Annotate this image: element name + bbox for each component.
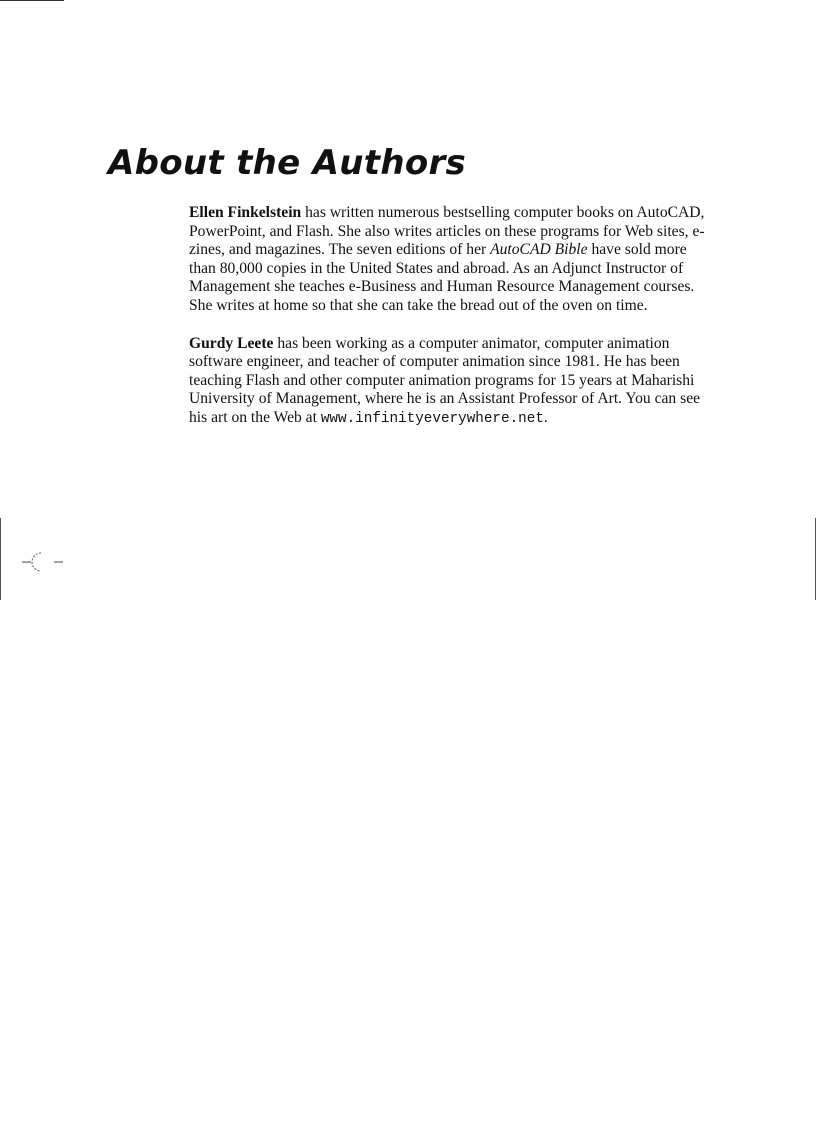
website-url: www.infinityeverywhere.net bbox=[320, 410, 544, 427]
registration-mark-icon bbox=[22, 550, 66, 574]
page-title: About the Authors bbox=[108, 143, 467, 183]
book-title: AutoCAD Bible bbox=[490, 241, 588, 259]
author-bios bbox=[189, 204, 705, 448]
author-name: Gurdy Leete bbox=[189, 334, 274, 352]
author-bio-gurdy-leete bbox=[189, 335, 705, 429]
crop-mark-left-edge bbox=[0, 518, 1, 600]
bio-text: have sold more than 80,000 copies in the United States and abroad. As an Adjunct Instructor of Management she teaches e-Business and Human Resource Management courses. She writes at home so that she can take the bread out of the oven on time. bbox=[189, 241, 695, 314]
bio-text: . bbox=[543, 408, 548, 426]
bio-text: has written numerous bestselling computer books on AutoCAD, PowerPoint, and Flash. She also writes articles on these programs for Web sites, e-zines, and magazines. The seven editions of her bbox=[189, 204, 705, 259]
bio-text: has been working as a computer animator, computer animation software engineer, and teacher of computer animation since 1981. He has been teaching Flash and other computer animation programs for 15 years at Maharishi University of Management, where he is an Assistant Professor of Art. You can see his art on the Web at bbox=[189, 334, 701, 426]
author-name: Ellen Finkelstein bbox=[189, 204, 302, 221]
author-bio-ellen-finkelstein bbox=[189, 204, 705, 316]
crop-mark-top-left bbox=[0, 0, 64, 1]
